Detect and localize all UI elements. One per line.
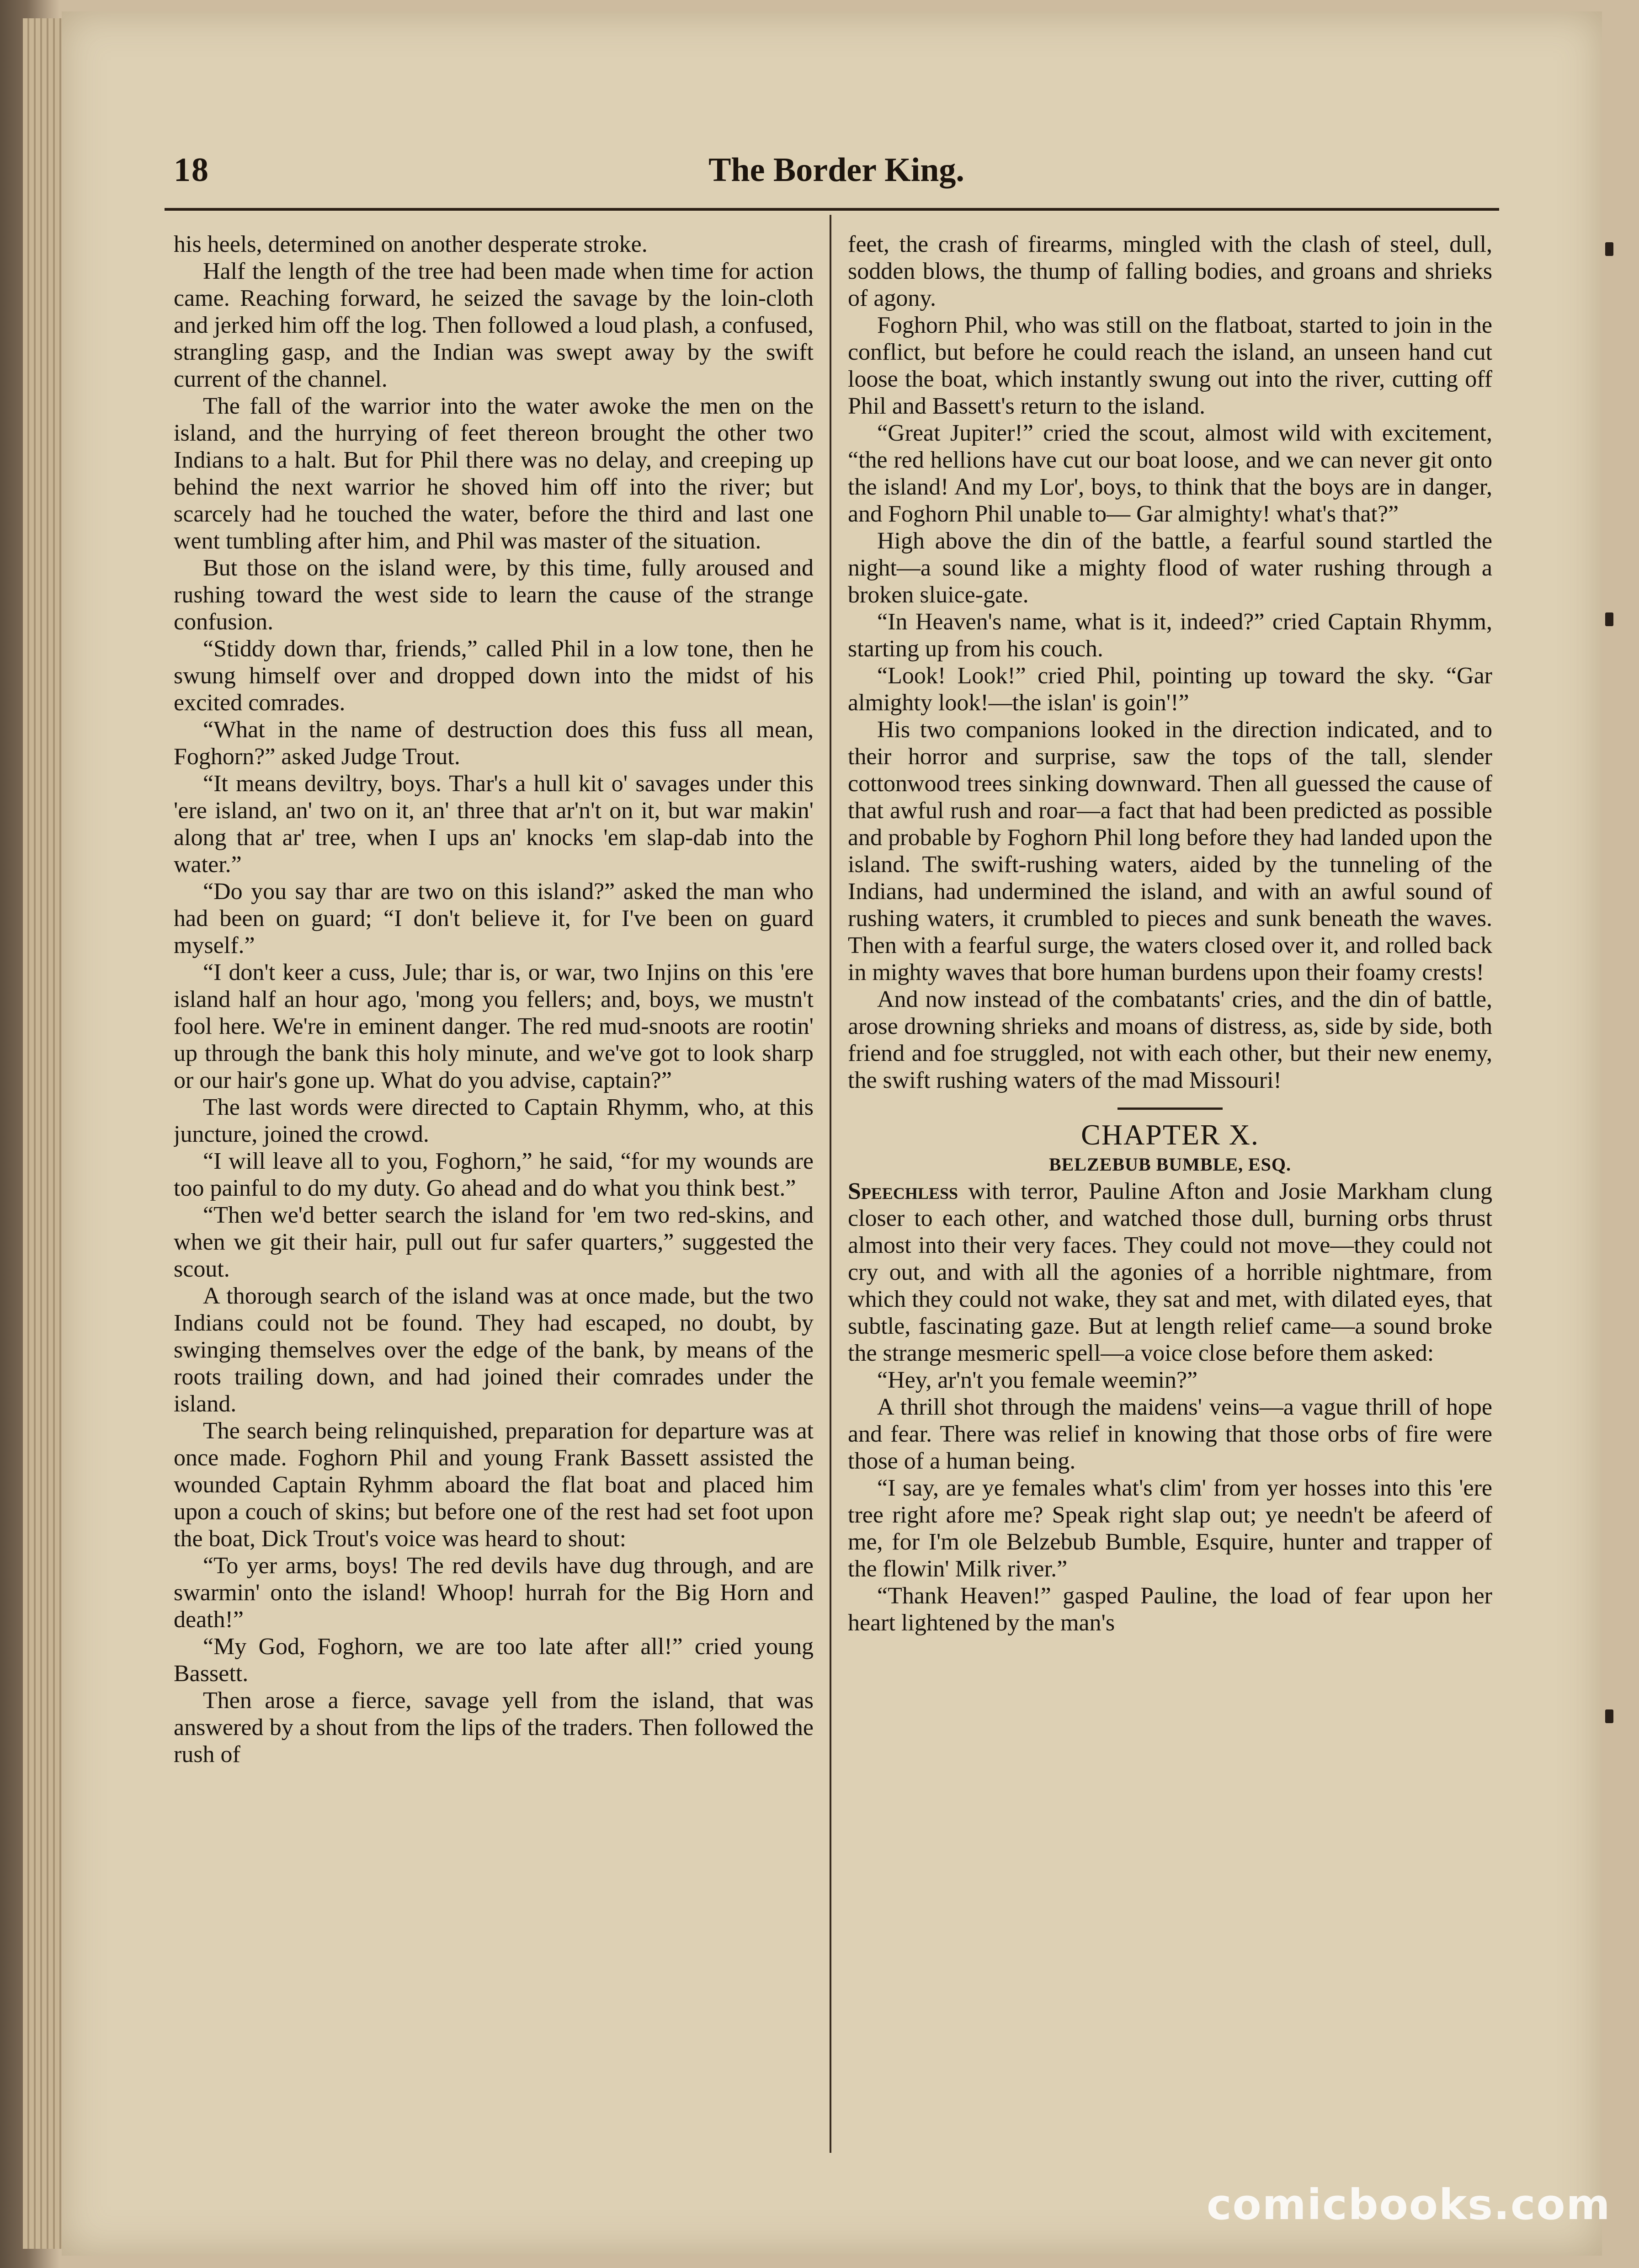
- paragraph: Half the length of the tree had been made when time for action came. Reaching forward, he seized the savage by the loin-cloth and jerked him off the log. Then followed a loud plash, a confused, strangling gasp, and the Indian was swept away by the swift current of the channel.: [174, 258, 814, 392]
- right-column-chapter-text: [848, 1367, 1492, 1636]
- paragraph: “Thank Heaven!” gasped Pauline, the load of fear upon her heart lightened by the man's: [848, 1583, 1492, 1636]
- binding-mark: [1605, 242, 1613, 256]
- paragraph: “I don't keer a cuss, Jule; thar is, or war, two Injins on this 'ere island half an hour ago, 'mong you fellers; and, boys, we mustn't fool here. We're in eminent danger. The red mud-snoots are rootin' up through the bank this holy minute, and we've got to look sharp or our hair's gone up. What do you advise, captain?”: [174, 959, 814, 1093]
- paragraph: “In Heaven's name, what is it, indeed?” cried Captain Rhymm, starting up from his couch.: [848, 609, 1492, 662]
- running-title: The Border King.: [708, 151, 964, 189]
- paragraph: A thorough search of the island was at once made, but the two Indians could not be found. They had escaped, no doubt, by swinging themselves over the edge of the bank, by means of the roots trailing down, and had joined their comrades under the island.: [174, 1283, 814, 1417]
- paragraph: The last words were directed to Captain Rhymm, who, at this juncture, joined the crowd.: [174, 1094, 814, 1147]
- paragraph: “Do you say thar are two on this island?” asked the man who had been on guard; “I don't believe it, for I've been on guard myself.”: [174, 878, 814, 958]
- paragraph: “Then we'd better search the island for 'em two red-skins, and when we git their hair, pull out fur safer quarters,” suggested the scout.: [174, 1202, 814, 1282]
- paragraph: High above the din of the battle, a fearful sound startled the night—a sound like a mighty flood of water rushing through a broken sluice-gate.: [848, 528, 1492, 608]
- paragraph: The fall of the warrior into the water awoke the men on the island, and the hurrying of feet thereon brought the other two Indians to a halt. But for Phil there was no delay, and creeping up behind the next warrior he shoved him off into the river; but scarcely had he touched the water, before the third and last one went tumbling after him, and Phil was master of the situation.: [174, 393, 814, 554]
- paragraph: “Look! Look!” cried Phil, pointing up toward the sky. “Gar almighty look!—the islan' is goin'!”: [848, 663, 1492, 716]
- paragraph: his heels, determined on another desperate stroke.: [174, 231, 648, 257]
- header-rule: [165, 208, 1499, 211]
- chapter-first-paragraph: [848, 1178, 1492, 1367]
- right-column: [848, 231, 1492, 2169]
- right-column-continued-text: [848, 231, 1492, 1094]
- paragraph: feet, the crash of firearms, mingled with the clash of steel, dull, sodden blows, the thump of falling bodies, and groans and shrieks of agony.: [848, 231, 1492, 311]
- chapter-first-paragraph-text: with terror, Pauline Afton and Josie Markham clung closer to each other, and watched those dull, burning orbs thrust almost into their very faces. They could not move—they could not cry out, and with all the agonies of a horrible nightmare, from which they could not wake, they sat and met, with dilated eyes, that subtle, fascinating gaze. But at length relief came—a sound broke the strange mesmeric spell—a voice close before them asked:: [848, 1178, 1492, 1366]
- binding-mark: [1605, 612, 1613, 626]
- chapter-lead-word: Speechless: [848, 1178, 958, 1204]
- paragraph: His two companions looked in the direction indicated, and to their horror and surprise, saw the tops of the tall, slender cottonwood trees sinking downward. Then all guessed the cause of that awful rush and roar—a fact that had been predicted as possible and probable by Foghorn Phil long before they had landed upon the island. The swift-rushing waters, aided by the tunneling of the Indians, had undermined the island, and with an awful sound of rushing waters, it crumbled to pieces and sunk beneath the waves. Then with a fearful surge, the waters closed over it, and rolled back in mighty waves that bore human burdens upon their foamy crests!: [848, 717, 1492, 985]
- paragraph: Then arose a fierce, savage yell from the island, that was answered by a shout from the lips of the traders. Then followed the rush of: [174, 1688, 814, 1768]
- column-divider: [830, 215, 831, 2153]
- paragraph: “Hey, ar'n't you female weemin?”: [877, 1367, 1198, 1393]
- paragraph: And now instead of the combatants' cries, and the din of battle, arose drowning shrieks and moans of distress, as, side by side, both friend and foe struggled, not with each other, but their new enemy, the swift rushing waters of the mad Missouri!: [848, 986, 1492, 1093]
- paragraph: “My God, Foghorn, we are too late after all!” cried young Bassett.: [174, 1634, 814, 1687]
- binding-mark: [1605, 1709, 1613, 1723]
- paragraph: “I say, are ye females what's clim' from yer hosses into this 'ere tree right afore me? Speak right slap out; ye needn't be afeerd of me, for I'm ole Belzebub Bumble, Esquire, hunter and trapper of the flowin' Milk river.”: [848, 1475, 1492, 1582]
- paragraph: “Stiddy down thar, friends,” called Phil in a low tone, then he swung himself over and dropped down into the midst of his excited comrades.: [174, 636, 814, 716]
- chapter-divider-rule: [1118, 1107, 1223, 1110]
- chapter-subtitle: BELZEBUB BUMBLE, ESQ.: [1048, 1154, 1292, 1175]
- paragraph: “It means deviltry, boys. Thar's a hull kit o' savages under this 'ere island, an' two on it, an' three that ar'n't on it, but war makin' along that ar' tree, when I ups an' knocks 'em slap-dab into the water.”: [174, 771, 814, 878]
- paragraph: “To yer arms, boys! The red devils have dug through, and are swarmin' onto the island! Whoop! hurrah for the Big Horn and death!”: [174, 1553, 814, 1633]
- paragraph: “What in the name of destruction does this fuss all mean, Foghorn?” asked Judge Trout.: [174, 717, 814, 770]
- paragraph: But those on the island were, by this time, fully aroused and rushing toward the west side to learn the cause of the strange confusion.: [174, 555, 814, 635]
- page-header: [174, 151, 1499, 215]
- paragraph: A thrill shot through the maidens' veins—a vague thrill of hope and fear. There was relief in knowing that those orbs of fire were those of a human being.: [848, 1394, 1492, 1474]
- paragraph: “Great Jupiter!” cried the scout, almost wild with excitement, “the red hellions have cut our boat loose, and we can never git onto the island! And my Lor', boys, to think that the boys are in danger, and Foghorn Phil unable to— Gar almighty! what's that?”: [848, 420, 1492, 527]
- paragraph: The search being relinquished, preparation for departure was at once made. Foghorn Phil and young Frank Bassett assisted the wounded Captain Ryhmm aboard the flat boat and placed him upon a couch of skins; but before one of the rest had set foot upon the boat, Dick Trout's voice was heard to shout:: [174, 1418, 814, 1552]
- left-column: [174, 231, 814, 2169]
- paragraph: Foghorn Phil, who was still on the flatboat, started to join in the conflict, but before he could reach the island, an unseen hand cut loose the boat, which instantly swung out into the river, cutting off Phil and Bassett's return to the island.: [848, 312, 1492, 419]
- watermark-text: comicbooks.com: [1207, 2180, 1611, 2229]
- chapter-title: CHAPTER X.: [1081, 1118, 1259, 1151]
- paragraph: “I will leave all to you, Foghorn,” he said, “for my wounds are too painful to do my duty. Go ahead and do what you think best.”: [174, 1148, 814, 1201]
- page-number: 18: [174, 151, 209, 189]
